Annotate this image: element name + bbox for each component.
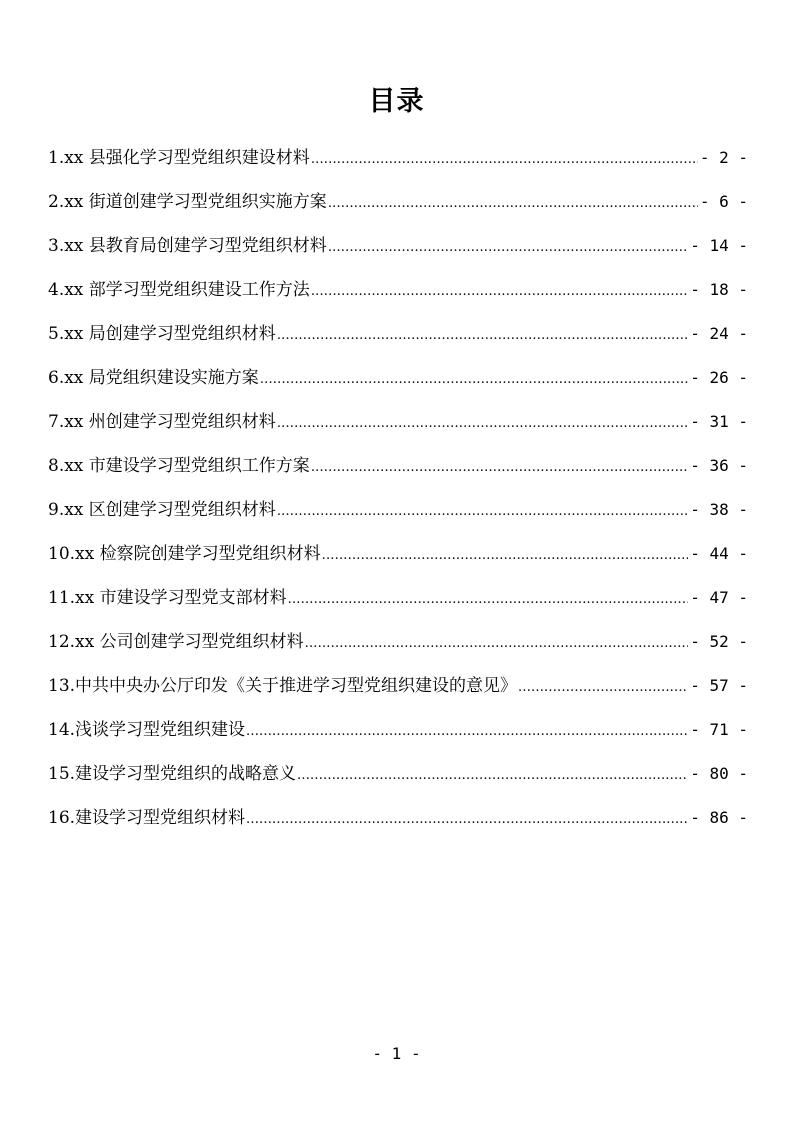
toc-leader-dots xyxy=(311,450,688,486)
toc-entry[interactable] xyxy=(48,272,748,316)
toc-page-number: - 80 - xyxy=(690,764,748,783)
toc-page-number: - 71 - xyxy=(690,720,748,739)
toc-leader-dots xyxy=(246,714,688,750)
toc-entry[interactable] xyxy=(48,492,748,536)
toc-entry-title: 15.建设学习型党组织的战略意义 xyxy=(48,764,297,784)
toc-entry[interactable] xyxy=(48,624,748,668)
toc-entry[interactable] xyxy=(48,140,748,184)
toc-page-number: - 31 - xyxy=(690,412,748,431)
toc-leader-dots xyxy=(328,186,698,222)
toc-page-number: - 47 - xyxy=(690,588,748,607)
toc-page-number: - 18 - xyxy=(690,280,748,299)
table-of-contents xyxy=(48,140,748,844)
toc-entry-title: 6.xx 局党组织建设实施方案 xyxy=(48,368,259,388)
toc-leader-dots xyxy=(246,802,688,838)
toc-page-number: - 44 - xyxy=(690,544,748,563)
toc-leader-dots xyxy=(305,626,689,662)
toc-page-number: - 14 - xyxy=(690,236,748,255)
toc-entry[interactable] xyxy=(48,184,748,228)
toc-title: 目录 xyxy=(368,86,425,117)
toc-entry-title: 8.xx 市建设学习型党组织工作方案 xyxy=(48,456,310,476)
toc-entry[interactable] xyxy=(48,360,748,404)
toc-entry-title: 9.xx 区创建学习型党组织材料 xyxy=(48,500,276,520)
toc-entry[interactable] xyxy=(48,668,748,712)
toc-page-number: - 26 - xyxy=(690,368,748,387)
toc-entry-title: 11.xx 市建设学习型党支部材料 xyxy=(48,588,287,608)
toc-leader-dots xyxy=(311,142,698,178)
toc-entry-title: 14.浅谈学习型党组织建设 xyxy=(48,720,246,740)
toc-leader-dots xyxy=(277,406,688,442)
toc-entry-title: 7.xx 州创建学习型党组织材料 xyxy=(48,412,276,432)
toc-page-number: - 6 - xyxy=(699,192,748,211)
toc-page-number: - 24 - xyxy=(690,324,748,343)
toc-entry-title: 2.xx 街道创建学习型党组织实施方案 xyxy=(48,192,327,212)
toc-leader-dots xyxy=(311,274,688,310)
toc-entry-title: 12.xx 公司创建学习型党组织材料 xyxy=(48,632,304,652)
toc-page-number: - 52 - xyxy=(690,632,748,651)
toc-entry[interactable] xyxy=(48,316,748,360)
toc-entry-title: 5.xx 局创建学习型党组织材料 xyxy=(48,324,276,344)
toc-entry-title: 1.xx 县强化学习型党组织建设材料 xyxy=(48,148,310,168)
toc-entry-title: 4.xx 部学习型党组织建设工作方法 xyxy=(48,280,310,300)
toc-entry[interactable] xyxy=(48,800,748,844)
toc-page-number: - 86 - xyxy=(690,808,748,827)
toc-entry[interactable] xyxy=(48,536,748,580)
toc-leader-dots xyxy=(277,494,688,530)
toc-entry[interactable] xyxy=(48,228,748,272)
toc-entry-title: 10.xx 检察院创建学习型党组织材料 xyxy=(48,544,321,564)
toc-entry[interactable] xyxy=(48,756,748,800)
toc-entry-title: 13.中共中央办公厅印发《关于推进学习型党组织建设的意见》 xyxy=(48,676,518,696)
toc-entry[interactable] xyxy=(48,712,748,756)
toc-leader-dots xyxy=(297,758,688,794)
toc-entry-title: 16.建设学习型党组织材料 xyxy=(48,808,246,828)
toc-entry[interactable] xyxy=(48,404,748,448)
toc-page-number: - 38 - xyxy=(690,500,748,519)
toc-leader-dots xyxy=(277,318,688,354)
toc-entry[interactable] xyxy=(48,448,748,492)
toc-page-number: - 57 - xyxy=(690,676,748,695)
toc-leader-dots xyxy=(322,538,689,574)
toc-leader-dots xyxy=(288,582,689,618)
toc-leader-dots xyxy=(260,362,688,398)
page-footer-number: - 1 - xyxy=(372,1044,421,1063)
toc-page-number: - 36 - xyxy=(690,456,748,475)
toc-page-number: - 2 - xyxy=(699,148,748,167)
toc-entry-title: 3.xx 县教育局创建学习型党组织材料 xyxy=(48,236,327,256)
toc-entry[interactable] xyxy=(48,580,748,624)
toc-leader-dots xyxy=(328,230,688,266)
toc-leader-dots xyxy=(518,670,688,706)
